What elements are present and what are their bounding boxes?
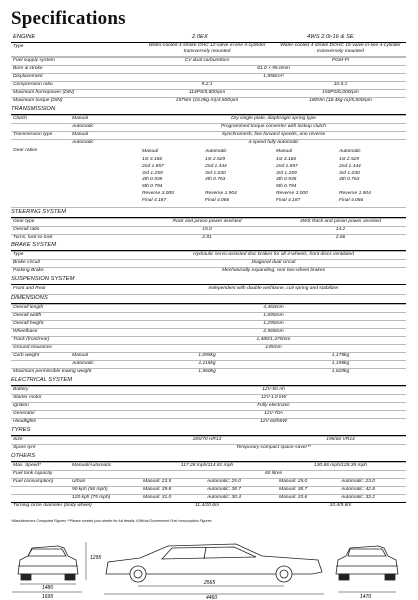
value-4ws: 10.4/9.6m — [329, 503, 352, 508]
value-2-0ex: 157Nm (16.0kg-m)/4,500rpm — [175, 98, 239, 103]
row-label: Gear type — [13, 219, 35, 224]
row-label: Maximum permissible towing weight — [13, 369, 92, 374]
value-2-0ex-auto: Automatic: 25.0 — [207, 479, 241, 484]
gear-5: 5th 0.794 — [142, 184, 163, 190]
value: 1,295mm — [263, 321, 284, 326]
curb-manual-row — [11, 352, 406, 358]
value: 2,565mm — [263, 329, 284, 334]
value-2-0ex-manual: Manual: 31.0 — [143, 495, 172, 500]
value-2-0ex: Rack and pinion power assisted — [172, 219, 242, 224]
value-2-0ex: 117.28 mph/114.81 mph — [180, 463, 234, 468]
clutch-auto-row — [11, 123, 406, 129]
steering-gear-row — [11, 218, 406, 224]
row-label: Clutch — [13, 116, 27, 121]
value: 1,480/1,470mm — [256, 337, 291, 342]
value-4ws-auto: Automatic: 42.8 — [341, 487, 375, 492]
value: 145mm — [265, 345, 282, 350]
row-label: Displacement — [13, 74, 43, 79]
value: Independent with double wishbone, coil spring and stabilizer — [208, 286, 339, 291]
row-sublabel: Automatic — [72, 140, 94, 145]
row-label: Starter motor — [13, 395, 42, 400]
row-label: Max. Speed* — [13, 463, 42, 468]
gear-reverse: Reverse 1.904 — [205, 190, 237, 196]
bore-row — [11, 65, 406, 71]
row-label: Overall height — [13, 321, 44, 326]
gear-3: 3rd 1.030 — [205, 170, 226, 176]
value: 1,958cm³ — [263, 74, 284, 79]
row-label: Maximum horsepower (DIN) — [13, 90, 75, 95]
dimensions-section-title: DIMENSIONS — [11, 295, 406, 304]
value-4ws: 1,175kg — [331, 353, 350, 358]
car-rear-view — [336, 546, 398, 580]
engine-section-title: ENGINE — [13, 34, 36, 40]
value-4ws: 1,195kg — [331, 361, 350, 366]
value: Hydraulic servo-assisted disc brakes for all 4-wheels, front discs ventilated — [193, 252, 354, 257]
value-4ws: Water-cooled 4-stroke DOHC 16-valve in-line 4-cylinder transversely mounted — [280, 43, 401, 54]
engine-type-row — [11, 43, 406, 57]
value-4ws-auto: Automatic: 23.0 — [341, 479, 375, 484]
fuel-tank-row — [11, 470, 406, 476]
value-2-0ex-manual: Manual: 39.8 — [143, 487, 172, 492]
starter-row — [11, 394, 406, 400]
value-2-0ex: 9.2:1 — [201, 82, 213, 87]
gear-final: Final 4.187 — [276, 197, 301, 203]
row-label: Bore & stroke — [13, 66, 43, 71]
brake-type-row — [11, 251, 406, 257]
gear-1: 1st 3.166 — [142, 157, 163, 162]
wheelbase-row — [11, 328, 406, 334]
car-side-view — [106, 544, 322, 582]
brake-section-title: BRAKE SYSTEM — [11, 242, 406, 251]
value-2-0ex: 114PS/5,800rpm — [188, 90, 226, 95]
value-2-0ex: 185/70 HR13 — [192, 437, 222, 442]
others-section-title: OTHERS — [11, 453, 406, 462]
value: Dry single plate, diaphragm spring type — [231, 116, 316, 121]
value-2-0ex: CV dual carburettors — [184, 58, 230, 63]
tyres-section-title: TYRES — [11, 427, 406, 436]
towing-row — [11, 368, 406, 374]
ignition-row — [11, 402, 406, 408]
gear-5 — [205, 184, 237, 191]
value: Diagonal dual circuit — [251, 260, 296, 265]
gear-auto-label-1: Automatic — [205, 149, 227, 154]
gear-manual-label-1: Manual — [142, 149, 159, 154]
value-4ws: 2.66 — [335, 235, 346, 240]
row-sublabel: Urban — [72, 479, 86, 484]
value-2-0ex: 1,115kg — [198, 361, 216, 366]
length-label: 4460 — [206, 595, 218, 600]
value-2-0ex: Water-cooled 4-stroke OHC 12-valve in-line 4-cylinder transversely mounted — [148, 43, 266, 54]
row-label: Parking Brake — [13, 268, 44, 273]
row-label: Spare tyre — [13, 445, 36, 450]
row-label: Wheelbase — [13, 329, 38, 334]
value: 4-speed fully automatic — [248, 140, 299, 145]
gear-manual-label-2: Manual — [276, 149, 293, 154]
value-4ws: 130.86 mph/128.39 mph — [313, 463, 368, 468]
max-speed-row — [11, 462, 406, 468]
row-label: Type — [13, 252, 24, 257]
row-label: Ignition — [13, 403, 29, 408]
row-label: Transmission type — [13, 132, 53, 137]
engine-header — [11, 34, 406, 43]
value: 12V-60/55W — [259, 419, 287, 424]
value-4ws: 150PS/6,000rpm — [322, 90, 359, 95]
value-4ws-manual: Manual: 38.7 — [279, 487, 308, 492]
generator-row — [11, 410, 406, 416]
row-label: Ground clearance — [13, 345, 52, 350]
value-4ws: 14.2 — [335, 227, 346, 232]
value-2-0ex: 2.81 — [202, 235, 212, 240]
fuel-120-row — [11, 494, 406, 500]
electrical-section-title: ELECTRICAL SYSTEM — [11, 377, 406, 386]
row-label: Turning circle diameter (body wheel) — [13, 503, 92, 508]
value-2-0ex-auto: Automatic: 38.7 — [207, 487, 241, 492]
steering-ratio-row — [11, 226, 406, 232]
gear-1: 1st 3.166 — [276, 157, 297, 162]
value-2-0ex: 15.0 — [202, 227, 212, 232]
row-label: Generator — [13, 411, 36, 416]
suspension-section-title: SUSPENSION SYSTEM — [11, 276, 406, 285]
value: Temporary compact space-saver** — [236, 445, 311, 450]
row-label: Overall width — [13, 313, 42, 318]
width-row — [11, 312, 406, 318]
gear-reverse: Reverse 3.000 — [276, 190, 308, 196]
curb-auto-row — [11, 360, 406, 366]
value: 1,695mm — [263, 313, 284, 318]
gear-reverse: Reverse 3.000 — [142, 190, 174, 196]
row-label: Overall ratio — [13, 227, 40, 232]
torque-row — [11, 97, 406, 103]
track-row — [11, 336, 406, 342]
col-4ws: 4WS 2.0i-16 & SE — [307, 34, 354, 40]
gear-3: 3rd 1.259 — [276, 170, 297, 176]
wheelbase-label: 2565 — [204, 580, 216, 586]
gear-4: 4th 0.935 — [276, 177, 297, 183]
value: 60 litres — [264, 471, 283, 476]
spare-tyre-row — [11, 444, 406, 450]
gear-final: Final 4.187 — [142, 197, 167, 203]
value-2-0ex-auto: Automatic: 30.4 — [207, 495, 241, 500]
row-label: Overall length — [13, 305, 44, 310]
row-label: Brake circuit — [13, 260, 40, 265]
gear-auto-label-2: Automatic — [339, 149, 361, 154]
row-label: Track (front/rear) — [13, 337, 50, 342]
track-rear-label: 1470 — [360, 594, 372, 600]
parking-brake-row — [11, 267, 406, 273]
row-label: Gear ratios — [13, 148, 38, 153]
value-2-0ex: 11.4/10.6m — [194, 503, 220, 508]
row-label: Size — [13, 437, 23, 442]
row-label: Compression ratio — [13, 82, 53, 87]
row-label: Maximum torque (DIN) — [13, 98, 63, 103]
car-dimension-diagrams — [0, 526, 418, 600]
value-2-0ex: 1,095kg — [198, 353, 216, 358]
gear-4: 4th 0.763 — [339, 177, 360, 183]
gears-2-0ex-manual — [142, 157, 174, 205]
value-4ws-manual: Manual: 33.6 — [279, 495, 308, 500]
gear-2: 2nd 1.444 — [339, 163, 361, 169]
row-sublabel: Manual/Automatic — [72, 463, 112, 468]
row-sublabel: 120 kph (75 mph) — [72, 495, 111, 500]
gear-5 — [339, 184, 371, 191]
row-sublabel: Automatic — [72, 124, 94, 129]
gear-final: Final 4.066 — [205, 197, 230, 203]
value-4ws: 195/60 VR14 — [326, 437, 355, 442]
turning-circle-row — [11, 502, 406, 508]
gear-final: Final 4.066 — [339, 197, 364, 203]
value: Synchromesh, five forward speeds, one reverse — [221, 132, 326, 137]
gear-reverse: Reverse 1.904 — [339, 190, 371, 196]
car-front-view — [18, 546, 78, 580]
row-sublabel: Manual — [72, 132, 89, 137]
footnote: *Manufacturers Computed Figures **Please contact your dealer for full details †Official Government Fuel consumption Figures — [11, 519, 212, 523]
fuel-90-row — [11, 486, 406, 492]
fuel-urban-row — [11, 478, 406, 484]
gear-3: 3rd 1.259 — [142, 170, 163, 176]
gear-5: 5th 0.794 — [276, 184, 297, 190]
value: 12V-70A — [264, 411, 283, 416]
row-label: Type — [13, 44, 24, 49]
gears-2-0ex-auto — [205, 157, 237, 205]
page-title: Specifications — [11, 8, 126, 29]
row-sublabel: Manual — [72, 353, 89, 358]
steering-turns-row — [11, 234, 406, 240]
ttype-auto-row — [11, 139, 406, 145]
row-label: Fuel tank capacity — [13, 471, 53, 476]
value-4ws: 1,620kg — [331, 369, 350, 374]
suspension-row — [11, 285, 406, 295]
value: Mechanically expanding, rear two-wheel brakes — [221, 268, 326, 273]
displacement-row — [11, 73, 406, 79]
height-row — [11, 320, 406, 326]
row-label: Battery — [13, 387, 29, 392]
value: 12V-50 Ah — [262, 387, 285, 392]
ttype-manual-row — [11, 131, 406, 137]
row-label: Front and Rear — [13, 286, 46, 291]
row-label: Fuel consumption) — [13, 479, 54, 484]
gear-2: 2nd 1.444 — [205, 163, 227, 169]
value-2-0ex-manual: Manual: 23.5 — [143, 479, 172, 484]
value: 12V-1.0 kW — [260, 395, 287, 400]
clutch-manual-row — [11, 115, 406, 121]
gear-3: 3rd 1.030 — [339, 170, 360, 176]
value-4ws: PGM-FI — [331, 58, 350, 63]
tyre-size-row — [11, 436, 406, 442]
value-4ws: 10.5:1 — [333, 82, 348, 87]
value: Programmed torque converter with lockup clutch — [221, 124, 326, 129]
row-sublabel: 90 kph (56 mph) — [72, 487, 108, 492]
horsepower-row — [11, 89, 406, 95]
gear-2: 2nd 1.857 — [276, 163, 298, 169]
value-4ws: 4WS Rack and pinion power assisted — [299, 219, 381, 224]
row-label: Turns, lock-to-lock — [13, 235, 53, 240]
steering-section-title: STEERING SYSTEM — [11, 209, 406, 218]
track-front-label: 1480 — [42, 585, 54, 591]
gears-4ws-auto — [339, 157, 371, 205]
brake-circuit-row — [11, 259, 406, 265]
value-4ws-manual: Manual: 25.0 — [279, 479, 308, 484]
length-row — [11, 304, 406, 310]
fuel-supply-row — [11, 57, 406, 63]
gear-2: 2nd 1.857 — [142, 163, 164, 169]
value-2-0ex: 1,560kg — [198, 369, 216, 374]
transmission-section-title: TRANSMISSION — [11, 106, 406, 115]
headlights-row — [11, 418, 406, 424]
gear-4: 4th 0.935 — [142, 177, 163, 183]
height-label: 1295 — [90, 555, 102, 561]
gear-1: 1st 2.529 — [339, 157, 360, 162]
compression-row — [11, 81, 406, 87]
value: 4,460mm — [263, 305, 284, 310]
value: Fully electronic — [257, 403, 290, 408]
row-sublabel: Manual — [72, 116, 89, 121]
gears-4ws-manual — [276, 157, 308, 205]
col-2-0ex: 2.0EX — [192, 34, 208, 40]
ground-row — [11, 344, 406, 350]
row-sublabel: Automatic — [72, 361, 94, 366]
value-4ws: 180Nm (18.4kg-m)/5,500rpm — [309, 98, 372, 103]
value: 81.0 × 95.0mm — [257, 66, 290, 71]
row-label: Curb weight — [13, 353, 40, 358]
gear-4: 4th 0.763 — [205, 177, 226, 183]
gear-1: 1st 2.529 — [205, 157, 226, 162]
value-4ws-auto: Automatic: 33.2 — [341, 495, 375, 500]
row-label: Fuel supply system — [13, 58, 55, 63]
width-label: 1695 — [42, 594, 54, 600]
row-label: Headlights — [13, 419, 37, 424]
battery-row — [11, 386, 406, 392]
